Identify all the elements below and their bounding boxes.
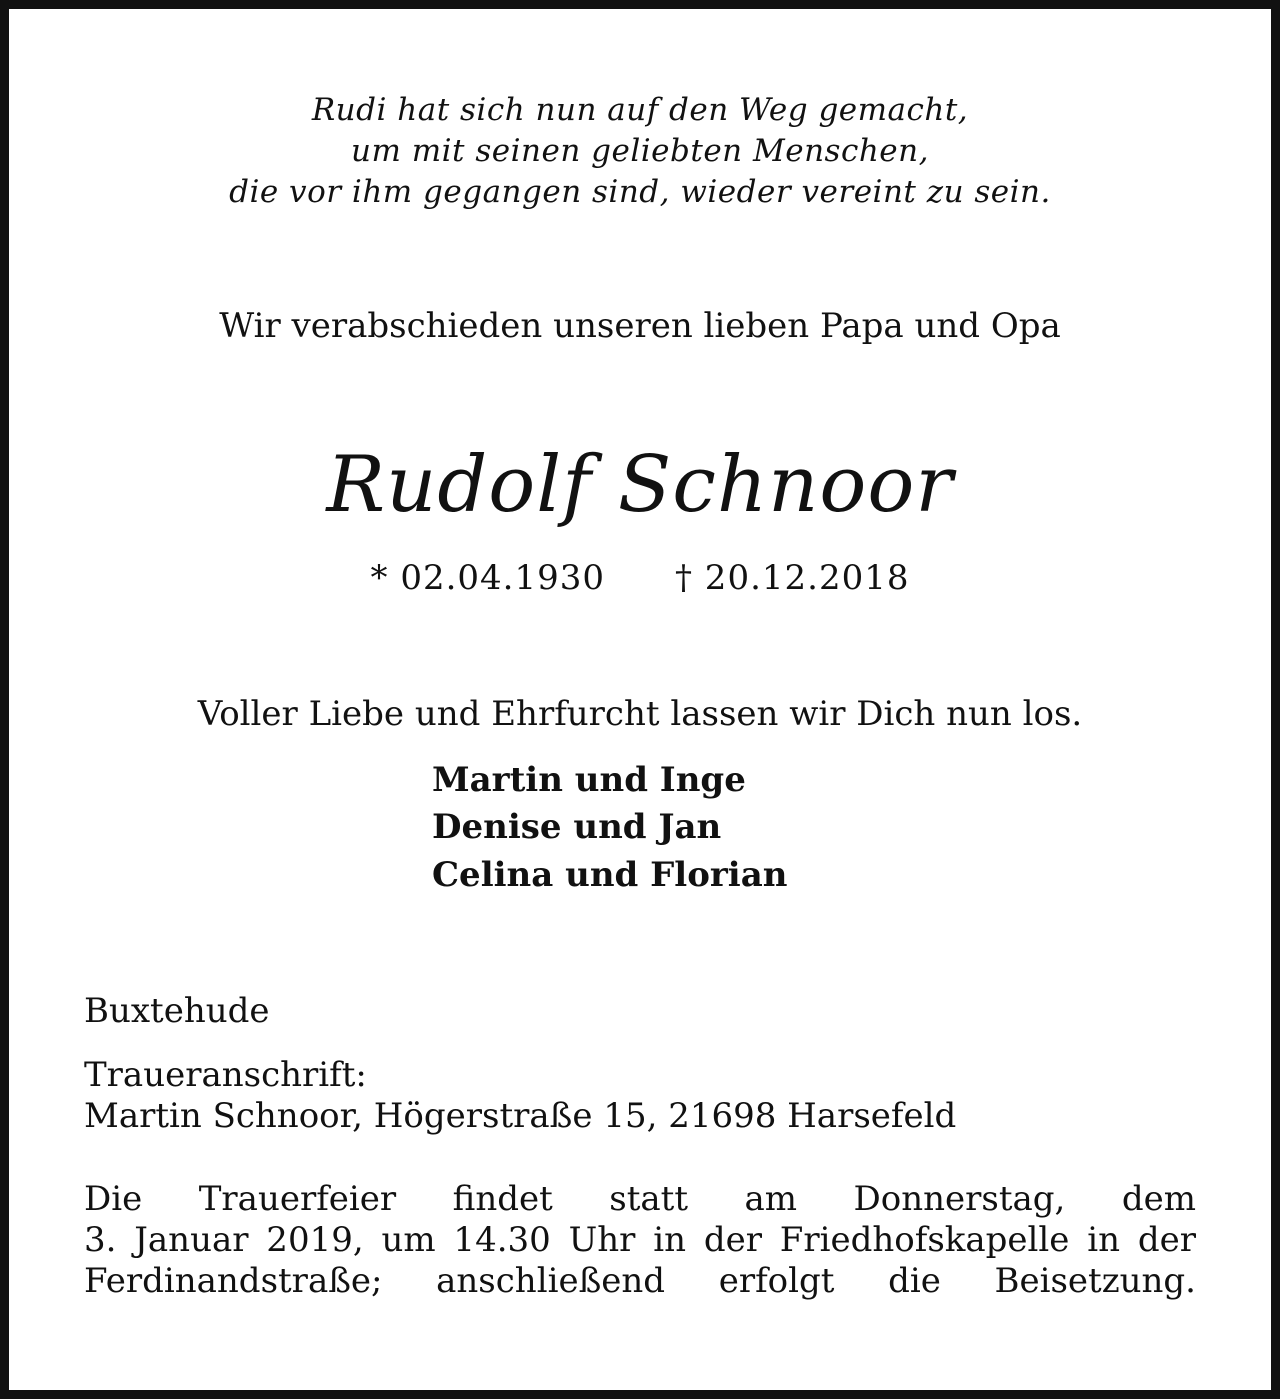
ceremony-text [84, 1179, 1196, 1302]
ceremony-line-2: 3. Januar 2019, um 14.30 Uhr in der Friedhofskapelle in der [84, 1220, 1196, 1260]
location-text: Buxtehude [84, 991, 270, 1031]
life-dates [0, 558, 1280, 598]
intro-text: Wir verabschieden unseren lieben Papa und Opa [219, 306, 1061, 346]
quote-line-2: um mit seinen geliebten Menschen, [351, 133, 929, 169]
family-member: Celina und Florian [432, 855, 788, 895]
ceremony-line-3: Ferdinandstraße; anschließend erfolgt die Beisetzung. [84, 1261, 1196, 1301]
death-date: † 20.12.2018 [675, 558, 910, 598]
family-member: Denise und Jan [432, 807, 722, 847]
quote-line-1: Rudi hat sich nun auf den Weg gemacht, [311, 92, 969, 128]
deceased-name: Rudolf Schnoor [326, 440, 954, 530]
address-label: Traueranschrift: [84, 1055, 367, 1095]
address-value: Martin Schnoor, Högerstraße 15, 21698 Harsefeld [84, 1096, 957, 1136]
closing-text: Voller Liebe und Ehrfurcht lassen wir Dich nun los. [197, 694, 1083, 734]
quote-line-3: die vor ihm gegangen sind, wieder vereint zu sein. [229, 174, 1051, 210]
birth-date: * 02.04.1930 [370, 558, 605, 598]
family-member: Martin und Inge [432, 760, 746, 800]
ceremony-line-1: Die Trauerfeier findet statt am Donnerstag, dem [84, 1179, 1196, 1219]
